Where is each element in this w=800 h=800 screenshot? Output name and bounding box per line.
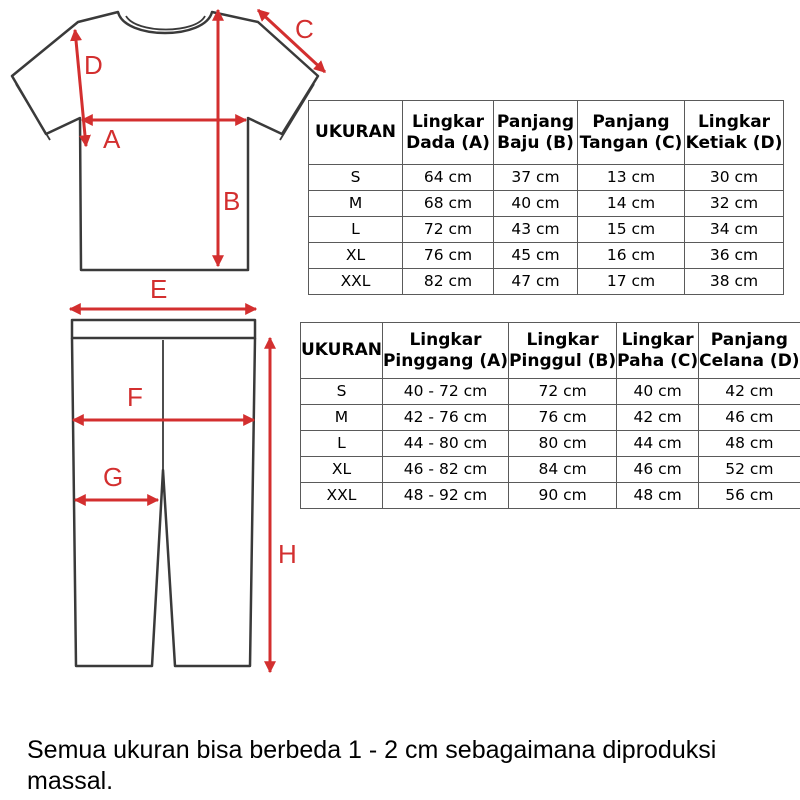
value-cell: 16 cm [578,243,685,269]
pants-header-thigh: Lingkar Paha (C) [617,323,699,379]
size-cell: XXL [309,269,403,295]
size-cell: XL [301,457,383,483]
table-row [309,243,784,269]
value-cell: 72 cm [509,379,617,405]
pants-drawing [72,320,255,666]
label-b: B [223,186,241,216]
shirt-header-armhole: Lingkar Ketiak (D) [685,101,784,165]
pants-header-hip: Lingkar Pinggul (B) [509,323,617,379]
table-row [301,379,800,405]
value-cell: 34 cm [685,217,784,243]
value-cell: 44 - 80 cm [382,431,508,457]
pants-header-waist: Lingkar Pinggang (A) [382,323,508,379]
value-cell: 44 cm [617,431,699,457]
table-row [309,217,784,243]
label-g: G [103,462,124,492]
label-a: A [103,124,121,154]
shirt-header-chest: Lingkar Dada (A) [403,101,494,165]
value-cell: 76 cm [509,405,617,431]
table-row [309,191,784,217]
size-cell: M [301,405,383,431]
table-row [301,405,800,431]
label-f: F [127,382,143,412]
label-d: D [84,50,103,80]
value-cell: 46 cm [699,405,800,431]
value-cell: 46 - 82 cm [382,457,508,483]
shirt-header-sleeve: Panjang Tangan (C) [578,101,685,165]
size-variation-note: Semua ukuran bisa berbeda 1 - 2 cm sebagaimana diproduksi massal. [27,736,717,795]
shirt-header-length: Panjang Baju (B) [494,101,578,165]
value-cell: 52 cm [699,457,800,483]
value-cell: 43 cm [494,217,578,243]
pants-header-length: Panjang Celana (D) [699,323,800,379]
value-cell: 42 cm [699,379,800,405]
value-cell: 14 cm [578,191,685,217]
value-cell: 82 cm [403,269,494,295]
value-cell: 68 cm [403,191,494,217]
shirt-size-table [308,100,784,295]
value-cell: 48 - 92 cm [382,483,508,509]
value-cell: 38 cm [685,269,784,295]
value-cell: 30 cm [685,165,784,191]
value-cell: 13 cm [578,165,685,191]
value-cell: 40 cm [494,191,578,217]
value-cell: 90 cm [509,483,617,509]
value-cell: 48 cm [617,483,699,509]
measurement-arrows [70,10,325,672]
size-cell: M [309,191,403,217]
size-cell: L [309,217,403,243]
value-cell: 48 cm [699,431,800,457]
value-cell: 15 cm [578,217,685,243]
size-cell: S [309,165,403,191]
value-cell: 56 cm [699,483,800,509]
label-c: C [295,14,314,44]
value-cell: 36 cm [685,243,784,269]
size-cell: XXL [301,483,383,509]
value-cell: 40 - 72 cm [382,379,508,405]
shirt-header-size: UKURAN [309,101,403,165]
value-cell: 37 cm [494,165,578,191]
size-cell: S [301,379,383,405]
value-cell: 84 cm [509,457,617,483]
table-row [309,165,784,191]
arrow-c [258,10,325,72]
value-cell: 47 cm [494,269,578,295]
value-cell: 17 cm [578,269,685,295]
value-cell: 40 cm [617,379,699,405]
table-row [301,457,800,483]
label-h: H [278,539,297,569]
value-cell: 64 cm [403,165,494,191]
tshirt-drawing [12,12,318,270]
pants-size-table [300,322,800,509]
value-cell: 80 cm [509,431,617,457]
value-cell: 46 cm [617,457,699,483]
value-cell: 42 - 76 cm [382,405,508,431]
value-cell: 32 cm [685,191,784,217]
size-cell: XL [309,243,403,269]
table-row [309,269,784,295]
value-cell: 45 cm [494,243,578,269]
size-cell: L [301,431,383,457]
table-row [301,431,800,457]
value-cell: 72 cm [403,217,494,243]
table-row [301,483,800,509]
pants-header-size: UKURAN [301,323,383,379]
label-e: E [150,274,168,304]
value-cell: 42 cm [617,405,699,431]
value-cell: 76 cm [403,243,494,269]
